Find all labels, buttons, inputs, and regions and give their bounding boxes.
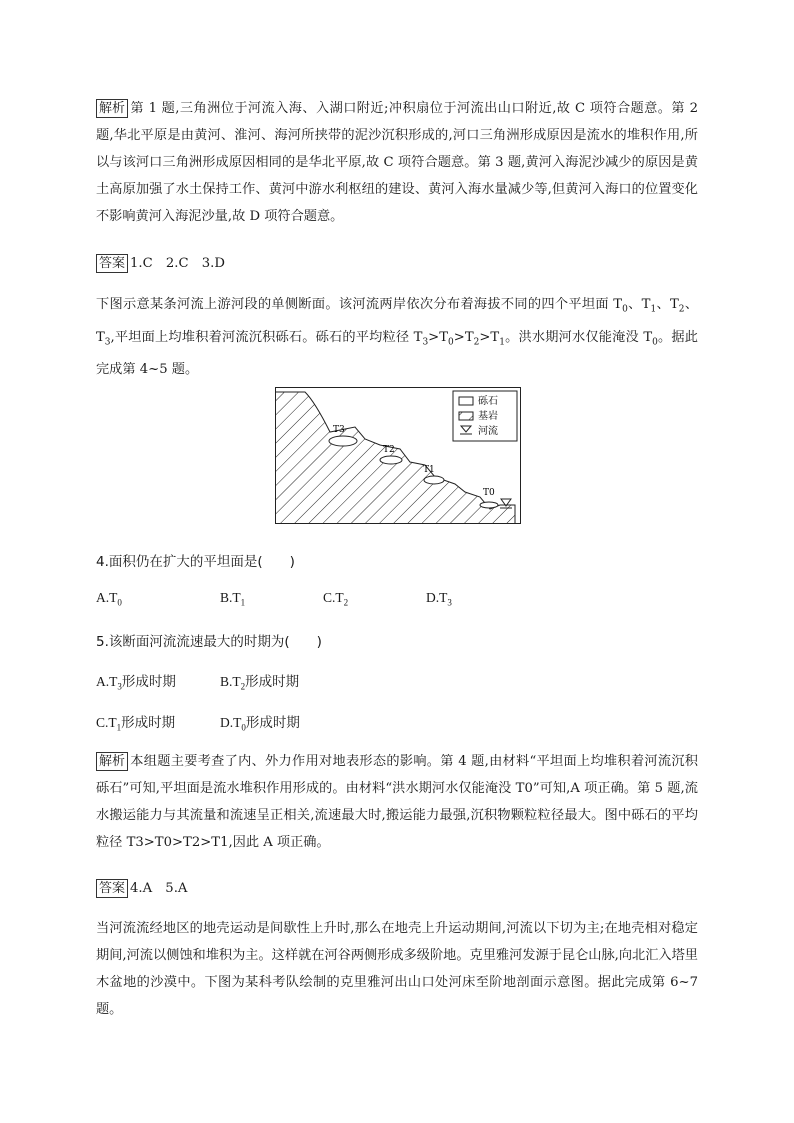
legend-river: 河流 xyxy=(478,426,498,437)
river-cross-section-figure xyxy=(275,387,521,524)
analysis-tag: 解析 xyxy=(96,99,128,118)
gravel-t3 xyxy=(329,436,357,446)
question-intro-4-5: 下图示意某条河流上游河段的单侧断面。该河流两岸依次分布着海拔不同的四个平坦面 $T_0$、$T_1$、$T_2$、$T_3$,平坦面上均堆积着河流沉积砾石。砾石的平均粒径 $T_3>T_0>T_2>T_1$。洪水期河水仅能淹没 $T_0$。据此完成第 4~5 题。 xyxy=(96,297,699,378)
gravel-t0 xyxy=(480,502,498,508)
answer-tag: 答案 xyxy=(96,879,128,898)
terrace-label-t2: T2 xyxy=(383,445,395,455)
q4-option-a[interactable]: $A.T_0$ xyxy=(96,590,122,608)
question-4-stem: 4.面积仍在扩大的平坦面是( ) xyxy=(96,554,295,570)
q4-option-c[interactable]: $C.T_2$ xyxy=(323,590,349,608)
analysis-2-text: 本组题主要考查了内、外力作用对地表形态的影响。第 4 题,由材料“平坦面上均堆积着河流沉积砾石”可知,平坦面是流水堆积作用形成的。由材料“洪水期河水仅能淹没 T0”可知,A 项正确。第 5 题,流水搬运能力与其流量和流速呈正相关,流速最大时,搬运能力最强,沉积物颗粒粒径最大。图中砾石的平均粒径 T3>T0>T2>T1,因此 A 项正确。 xyxy=(96,754,698,850)
q5-option-c[interactable]: $C.T_1$形成时期 xyxy=(96,715,176,733)
answer-2-text: 4.A 5.A xyxy=(130,881,188,896)
legend-gravel: 砾石 xyxy=(478,396,498,407)
q4-option-d[interactable]: $D.T_3$ xyxy=(426,590,452,608)
analysis-1-text: 第 1 题,三角洲位于河流入海、入湖口附近;冲积扇位于河流出山口附近,故 C 项符合题意。第 2 题,华北平原是由黄河、淮河、海河所挟带的泥沙沉积形成的,河口三角洲形成原因是流水的堆积作用,所以与该河口三角洲形成原因相同的是华北平原,故 C 项符合题意。第 3 题,黄河入海泥沙减少的原因是黄土高原加强了水土保持工作、黄河中游水利枢纽的建设、黄河入海水量减少等,但黄河入海口的位置变化不影响黄河入海泥沙量,故 D 项符合题意。 xyxy=(96,101,698,224)
q5-option-b[interactable]: $B.T_2$形成时期 xyxy=(220,674,300,692)
legend-bedrock: 基岩 xyxy=(478,411,498,422)
gravel-t2 xyxy=(380,456,402,464)
answer-1-text: 1.C 2.C 3.D xyxy=(130,256,225,271)
terrace-label-t0: T0 xyxy=(483,488,495,498)
q4-option-b[interactable]: $B.T_1$ xyxy=(220,590,246,608)
analysis-1 xyxy=(96,95,698,230)
q5-option-a[interactable]: $A.T_3$形成时期 xyxy=(96,674,176,692)
answer-tag: 答案 xyxy=(96,254,128,273)
answer-2 xyxy=(96,875,698,902)
gravel-t1 xyxy=(424,476,444,484)
q5-option-d[interactable]: $D.T_0$形成时期 xyxy=(220,715,300,733)
question-5-stem: 5.该断面河流流速最大的时期为( ) xyxy=(96,634,322,650)
terrace-label-t1: T1 xyxy=(423,465,435,475)
terrace-label-t3: T3 xyxy=(333,425,345,435)
analysis-2 xyxy=(96,748,698,856)
question-intro-6-7: 当河流流经地区的地壳运动是间歇性上升时,那么在地壳上升运动期间,河流以下切为主;在地壳相对稳定期间,河流以侧蚀和堆积为主。这样就在河谷两侧形成多级阶地。克里雅河发源于昆仑山脉,向北汇入塔里木盆地的沙漠中。下图为某科考队绘制的克里雅河出山口处河床至阶地剖面示意图。据此完成第 6~7 题。 xyxy=(96,921,698,1017)
answer-1 xyxy=(96,250,698,277)
analysis-tag: 解析 xyxy=(96,752,128,771)
